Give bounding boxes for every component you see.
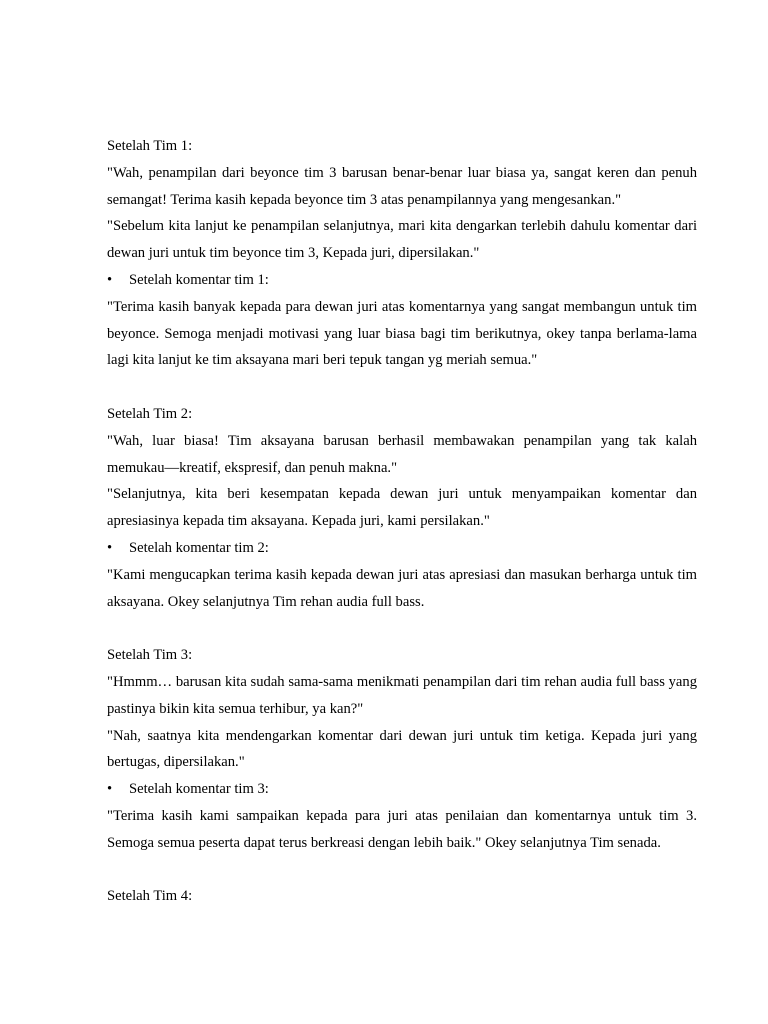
section-heading: Setelah Tim 2: (107, 405, 193, 422)
paragraph: "Nah, saatnya kita mendengarkan komentar dari dewan juri untuk tim ketiga. Kepada juri yang bertugas, dipersilakan." (107, 727, 697, 771)
document-page (107, 133, 697, 910)
section-heading: Setelah Tim 1: (107, 138, 193, 154)
bullet-label: Setelah komentar tim 3: (129, 781, 269, 798)
section-heading: Setelah Tim 3: (107, 647, 193, 664)
section-tim-3 (107, 642, 697, 856)
bullet-label: Setelah komentar tim 1: (129, 271, 269, 288)
section-tim-4 (107, 883, 697, 910)
paragraph: "Sebelum kita lanjut ke penampilan selanjutnya, mari kita dengarkan terlebih dahulu komentar dari dewan juri untuk tim beyonce tim 3, Kepada juri, dipersilakan." (107, 218, 697, 262)
paragraph: "Wah, luar biasa! Tim aksayana barusan berhasil membawakan penampilan yang tak kalah memukau—kreatif, ekspresif, dan penuh makna." (107, 432, 697, 476)
paragraph: "Terima kasih banyak kepada para dewan juri atas komentarnya yang sangat membangun untuk tim beyonce. Semoga menjadi motivasi yang luar biasa bagi tim berikutnya, okey tanpa berlama-lama lagi kita lanjut ke tim aksayana mari beri tepuk tangan yg meriah semua." (107, 298, 697, 369)
section-tim-1 (107, 133, 697, 374)
paragraph: "Wah, penampilan dari beyonce tim 3 barusan benar-benar luar biasa ya, sangat keren dan penuh semangat! Terima kasih kepada beyonce tim 3 atas penampilannya yang mengesankan." (107, 164, 697, 208)
section-tim-2 (107, 401, 697, 615)
bullet-icon: • (107, 539, 113, 556)
paragraph: "Selanjutnya, kita beri kesempatan kepada dewan juri untuk menyampaikan komentar dan apresiasinya kepada tim aksayana. Kepada juri, kami persilakan." (107, 486, 697, 530)
paragraph: "Terima kasih kami sampaikan kepada para juri atas penilaian dan komentarnya untuk tim 3. Semoga semua peserta dapat terus berkreasi dengan lebih baik." Okey selanjutnya Tim senada. (107, 807, 697, 851)
bullet-icon: • (107, 781, 113, 798)
bullet-label: Setelah komentar tim 2: (129, 539, 269, 556)
paragraph: "Kami mengucapkan terima kasih kepada dewan juri atas apresiasi dan masukan berharga untuk tim aksayana. Okey selanjutnya Tim rehan audia full bass. (107, 566, 697, 610)
bullet-item (107, 535, 697, 562)
section-heading: Setelah Tim 4: (107, 888, 193, 905)
bullet-item (107, 267, 697, 294)
bullet-icon: • (107, 271, 113, 288)
bullet-item (107, 776, 697, 803)
paragraph: "Hmmm… barusan kita sudah sama-sama menikmati penampilan dari tim rehan audia full bass yang pastinya bikin kita semua terhibur, ya kan?" (107, 673, 697, 717)
